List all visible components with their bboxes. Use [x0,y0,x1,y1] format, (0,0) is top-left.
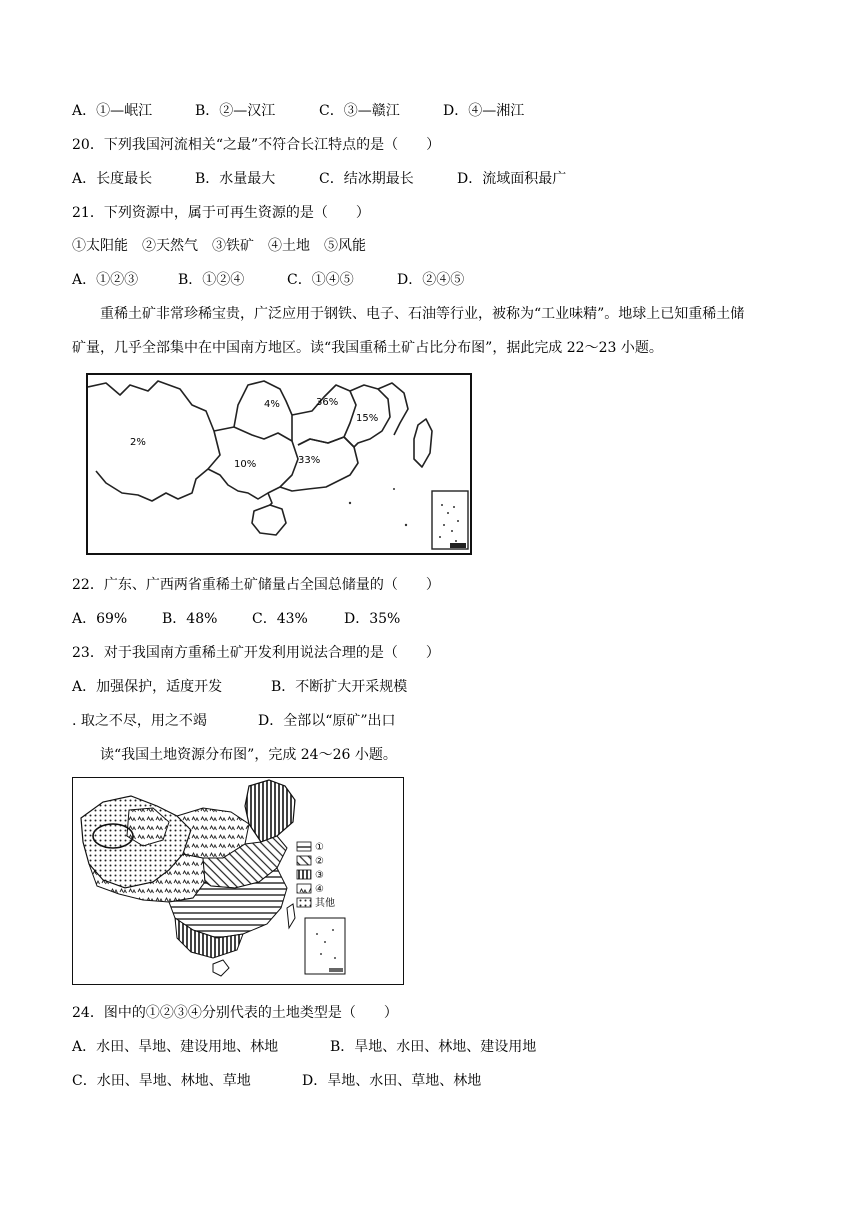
q20-option-b: B．水量最大 [195,171,276,187]
q23-option-c: . 取之不尽，用之不竭 [72,713,207,729]
q21-option-c: C．①④⑤ [287,272,354,288]
q24-stem: 24．图中的①②③④分别代表的土地类型是（ ） [72,1005,398,1021]
q19-option-d: D．④—湘江 [443,103,525,119]
q23-options-row1 [72,677,407,697]
q24-option-c: C．水田、旱地、林地、草地 [72,1073,251,1089]
q24-options-row1 [72,1037,536,1057]
label-15pct: 15% [356,413,379,424]
q20-option-a: A．长度最长 [72,171,153,187]
q23-option-d: D．全部以“原矿”出口 [258,713,396,729]
q23-option-b: B．不断扩大开采规模 [271,679,408,695]
q22-stem: 22．广东、广西两省重稀土矿储量占全国总储量的（ ） [72,577,440,593]
q19-option-b: B．②—汉江 [195,103,276,119]
q23-options-row2 [72,711,396,731]
legend-other: 其他 [315,898,335,909]
label-33pct: 33% [298,455,321,466]
land-resource-map-drawing [73,778,403,984]
q24-options-row2 [72,1071,481,1091]
q19-option-c: C．③—赣江 [319,103,400,119]
passage1-line2: 矿量，几乎全部集中在中国南方地区。读“我国重稀土矿占比分布图”，据此完成 22～23 小题。 [72,340,663,356]
q22-option-d: D．35% [344,611,401,627]
q23-stem: 23．对于我国南方重稀土矿开发利用说法合理的是（ ） [72,645,440,661]
q23-option-a: A．加强保护，适度开发 [72,679,223,695]
q24-option-a: A．水田、旱地、建设用地、林地 [72,1039,279,1055]
q20-options [72,169,566,189]
q21-options [72,270,464,290]
q22-option-c: C．43% [252,611,308,627]
label-36pct: 36% [316,397,339,408]
passage2: 读“我国土地资源分布图”，完成 24～26 小题。 [100,747,397,763]
q20-option-d: D．流域面积最广 [457,171,567,187]
q20-option-c: C．结冰期最长 [319,171,414,187]
q21-option-b: B．①②④ [178,272,245,288]
q21-option-d: D．②④⑤ [397,272,465,288]
legend-3: ③ [315,870,324,881]
land-resource-map [72,777,404,985]
legend-1: ① [315,842,324,853]
rare-earth-map [86,373,472,555]
q22-option-a: A．69% [72,611,128,627]
q22-options [72,609,400,629]
rare-earth-map-drawing [88,375,470,553]
q21-option-a: A．①②③ [72,272,139,288]
q19-options [72,101,524,121]
label-2pct: 2% [130,437,146,448]
q24-option-d: D．旱地、水田、草地、林地 [302,1073,482,1089]
label-10pct: 10% [234,459,257,470]
q22-option-b: B．48% [162,611,218,627]
q21-items: ①太阳能 ②天然气 ③铁矿 ④土地 ⑤风能 [72,238,366,254]
q21-stem: 21．下列资源中，属于可再生资源的是（ ） [72,205,370,221]
passage1-line1: 重稀土矿非常珍稀宝贵，广泛应用于钢铁、电子、石油等行业，被称为“工业味精”。地球上已知重稀土储 [100,306,745,322]
q24-option-b: B．旱地、水田、林地、建设用地 [330,1039,537,1055]
legend-4: ④ [315,884,324,895]
label-4pct: 4% [264,399,280,410]
q19-option-a: A．①—岷江 [72,103,153,119]
legend-2: ② [315,856,324,867]
q20-stem: 20．下列我国河流相关“之最”不符合长江特点的是（ ） [72,137,441,153]
